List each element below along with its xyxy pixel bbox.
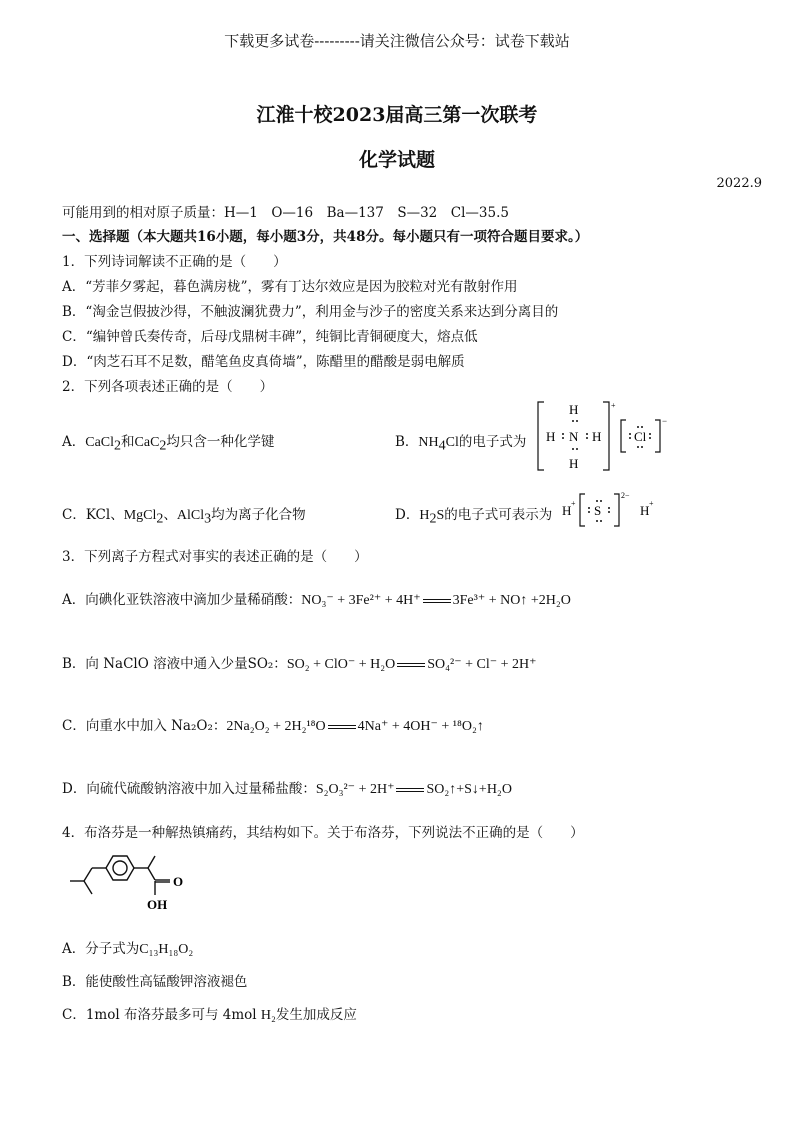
ibuprofen-structure xyxy=(62,845,202,915)
svg-text:H: H xyxy=(592,429,602,444)
q2-option-a: A．CaCl$_2$和CaC$_2$均只含一种化学键 xyxy=(62,434,275,454)
q1-option-b: B．“淘金岂假披沙得，不触波澜犹费力”，利用金与沙子的密度关系来达到分离目的 xyxy=(62,304,559,320)
nh4cl-electron-formula xyxy=(536,398,676,474)
equals-sign xyxy=(328,725,356,729)
svg-text:2−: 2− xyxy=(621,491,630,500)
q2-option-c: C．KCl、MgCl$_2$、AlCl$_3$均为离子化合物 xyxy=(62,507,306,527)
svg-text:N: N xyxy=(569,429,579,444)
q1-option-c: C．“编钟曾氏奏传奇，后母戊鼎树丰碑”，纯铜比青铜硬度大，熔点低 xyxy=(62,329,478,345)
q4-option-b: B．能使酸性高锰酸钾溶液褪色 xyxy=(62,974,248,990)
svg-text:+: + xyxy=(611,401,616,410)
h2s-electron-formula xyxy=(560,488,660,532)
svg-text:H: H xyxy=(546,429,556,444)
exam-date: 2022.9 xyxy=(716,176,762,191)
svg-text:H: H xyxy=(569,402,579,417)
svg-text:H: H xyxy=(569,456,579,471)
equals-sign xyxy=(397,663,425,667)
q1-option-d: D．“肉芝石耳不足数，醋笔鱼皮真倚墙”，陈醋里的醋酸是弱电解质 xyxy=(62,354,465,370)
q2-option-d: D．$H_2S$的电子式可表示为 xyxy=(395,507,553,527)
q3-option-b: B．向 NaClO 溶液中通入少量SO₂：SO₂ + ClO⁻ + H₂O SO₄²⁻ + Cl⁻ + 2H⁺ xyxy=(62,656,537,672)
q3-option-c: C．向重水中加入 Na₂O₂：2Na₂O₂ + 2H₂¹⁸O 4Na⁺ + 4OH⁻ + ¹⁸O₂↑ xyxy=(62,718,484,734)
exam-subtitle: 化学试题 xyxy=(358,149,435,171)
q2-stem: 2．下列各项表述正确的是（ ） xyxy=(62,379,274,395)
q4-option-a: A．分子式为C₁₃H₁₈O₂ xyxy=(62,941,194,957)
equals-sign xyxy=(396,788,424,792)
q2-option-b: B．$NH_4Cl$的电子式为 xyxy=(395,434,527,454)
q4-option-c: C．1mol 布洛芬最多可与 4mol H₂发生加成反应 xyxy=(62,1007,357,1023)
atomic-masses: 可能用到的相对原子质量：H—1 O—16 Ba—137 S—32 Cl—35.5 xyxy=(62,205,509,221)
svg-text:Cl: Cl xyxy=(634,429,647,444)
svg-text:−: − xyxy=(662,416,668,426)
q3-stem: 3．下列离子方程式对事实的表述正确的是（ ） xyxy=(62,549,368,565)
q4-stem: 4．布洛芬是一种解热镇痛药，其结构如下。关于布洛芬，下列说法不正确的是（ ） xyxy=(62,825,584,841)
svg-text:H: H xyxy=(640,503,650,518)
q3-option-d: D．向硫代硫酸钠溶液中加入过量稀盐酸：S₂O₃²⁻ + 2H⁺ SO₂↑+S↓+H₂O xyxy=(62,781,512,797)
svg-text:O: O xyxy=(173,874,184,889)
q3-option-a: A．向碘化亚铁溶液中滴加少量稀硝酸：NO₃⁻ + 3Fe²⁺ + 4H⁺ 3Fe³⁺ + NO↑ +2H₂O xyxy=(62,592,571,608)
svg-text:OH: OH xyxy=(147,897,168,912)
section-heading: 一、选择题（本大题共16小题，每小题3分，共48分。每小题只有一项符合题目要求。） xyxy=(62,229,589,245)
q1-stem: 1．下列诗词解读不正确的是（ ） xyxy=(62,254,287,270)
equals-sign xyxy=(423,599,451,603)
svg-text:+: + xyxy=(571,499,576,508)
q1-option-a: A．“芳菲夕雾起，暮色满房栊”，雾有丁达尔效应是因为胶粒对光有散射作用 xyxy=(62,279,518,295)
download-banner: 下载更多试卷---------请关注微信公众号：试卷下载站 xyxy=(224,32,570,50)
svg-text:H: H xyxy=(562,503,572,518)
svg-text:+: + xyxy=(649,499,654,508)
svg-text:S: S xyxy=(594,503,602,518)
exam-title: 江淮十校2023届高三第一次联考 xyxy=(256,104,538,126)
